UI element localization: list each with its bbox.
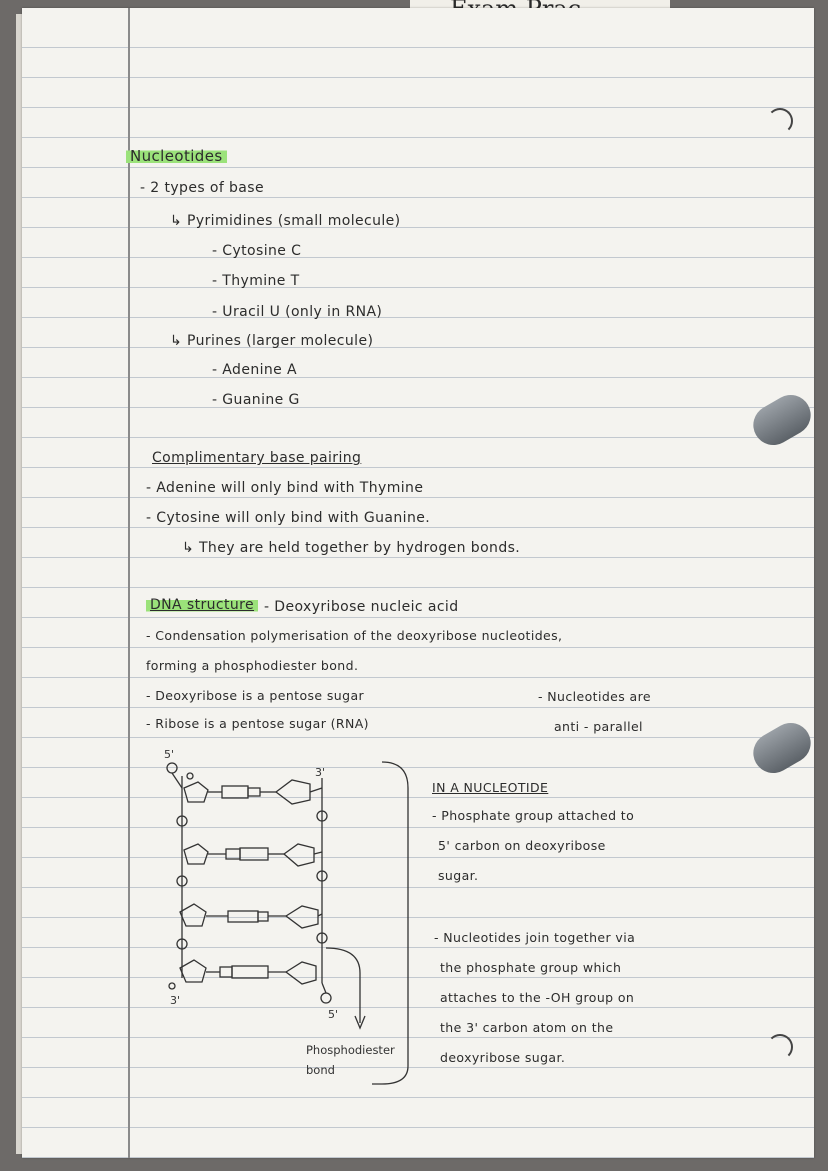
joining-line-1: - Nucleotides join together via (434, 930, 636, 945)
pairing-heading: Complimentary base pairing (152, 450, 362, 466)
dna-heading: DNA structure (146, 597, 258, 613)
purines-line: ↳ Purines (larger molecule) (170, 333, 374, 349)
dna-diagram (150, 748, 430, 1088)
label-3-prime-bottom: 3' (170, 994, 181, 1007)
joining-line-4: the 3' carbon atom on the (440, 1020, 614, 1035)
guanine-line: - Guanine G (212, 392, 300, 408)
pyrimidines-line: ↳ Pyrimidines (small molecule) (170, 213, 401, 229)
bond-label-1: Phosphodiester (306, 1043, 395, 1057)
dna-side-2: anti - parallel (554, 719, 643, 734)
label-3-prime-top: 3' (315, 766, 326, 779)
in-nucleotide-line-3: sugar. (438, 868, 479, 883)
punch-hole-top (767, 108, 793, 134)
notebook-page (22, 8, 814, 1158)
nucleotides-heading: Nucleotides (126, 147, 227, 165)
pairing-line-1: - Adenine will only bind with Thymine (146, 480, 424, 496)
label-5-prime-bottom: 5' (328, 1008, 339, 1021)
in-nucleotide-line-1: - Phosphate group attached to (432, 808, 635, 823)
pairing-line-3: ↳ They are held together by hydrogen bonds. (182, 540, 521, 556)
dna-side-1: - Nucleotides are (538, 689, 651, 704)
dna-line-2: forming a phosphodiester bond. (146, 658, 359, 673)
dna-line-1: - Condensation polymerisation of the deoxyribose nucleotides, (146, 628, 563, 643)
uracil-line: - Uracil U (only in RNA) (212, 304, 383, 320)
dna-line-4: - Ribose is a pentose sugar (RNA) (146, 716, 369, 731)
joining-line-2: the phosphate group which (440, 960, 622, 975)
punch-hole-bottom (767, 1034, 793, 1060)
adenine-line: - Adenine A (212, 362, 298, 378)
label-5-prime-top: 5' (164, 748, 175, 761)
in-nucleotide-line-2: 5' carbon on deoxyribose (438, 838, 606, 853)
joining-line-5: deoxyribose sugar. (440, 1050, 566, 1065)
dna-line-3: - Deoxyribose is a pentose sugar (146, 688, 365, 703)
in-nucleotide-heading: IN A NUCLEOTIDE (432, 780, 549, 795)
thymine-line: - Thymine T (212, 273, 300, 289)
pairing-line-2: - Cytosine will only bind with Guanine. (146, 510, 431, 526)
dna-heading-rest: - Deoxyribose nucleic acid (264, 599, 459, 615)
bond-label-2: bond (306, 1063, 335, 1077)
margin-line (128, 8, 130, 1158)
joining-line-3: attaches to the -OH group on (440, 990, 635, 1005)
cytosine-line: - Cytosine C (212, 243, 302, 259)
nucleotides-line: - 2 types of base (140, 180, 264, 196)
